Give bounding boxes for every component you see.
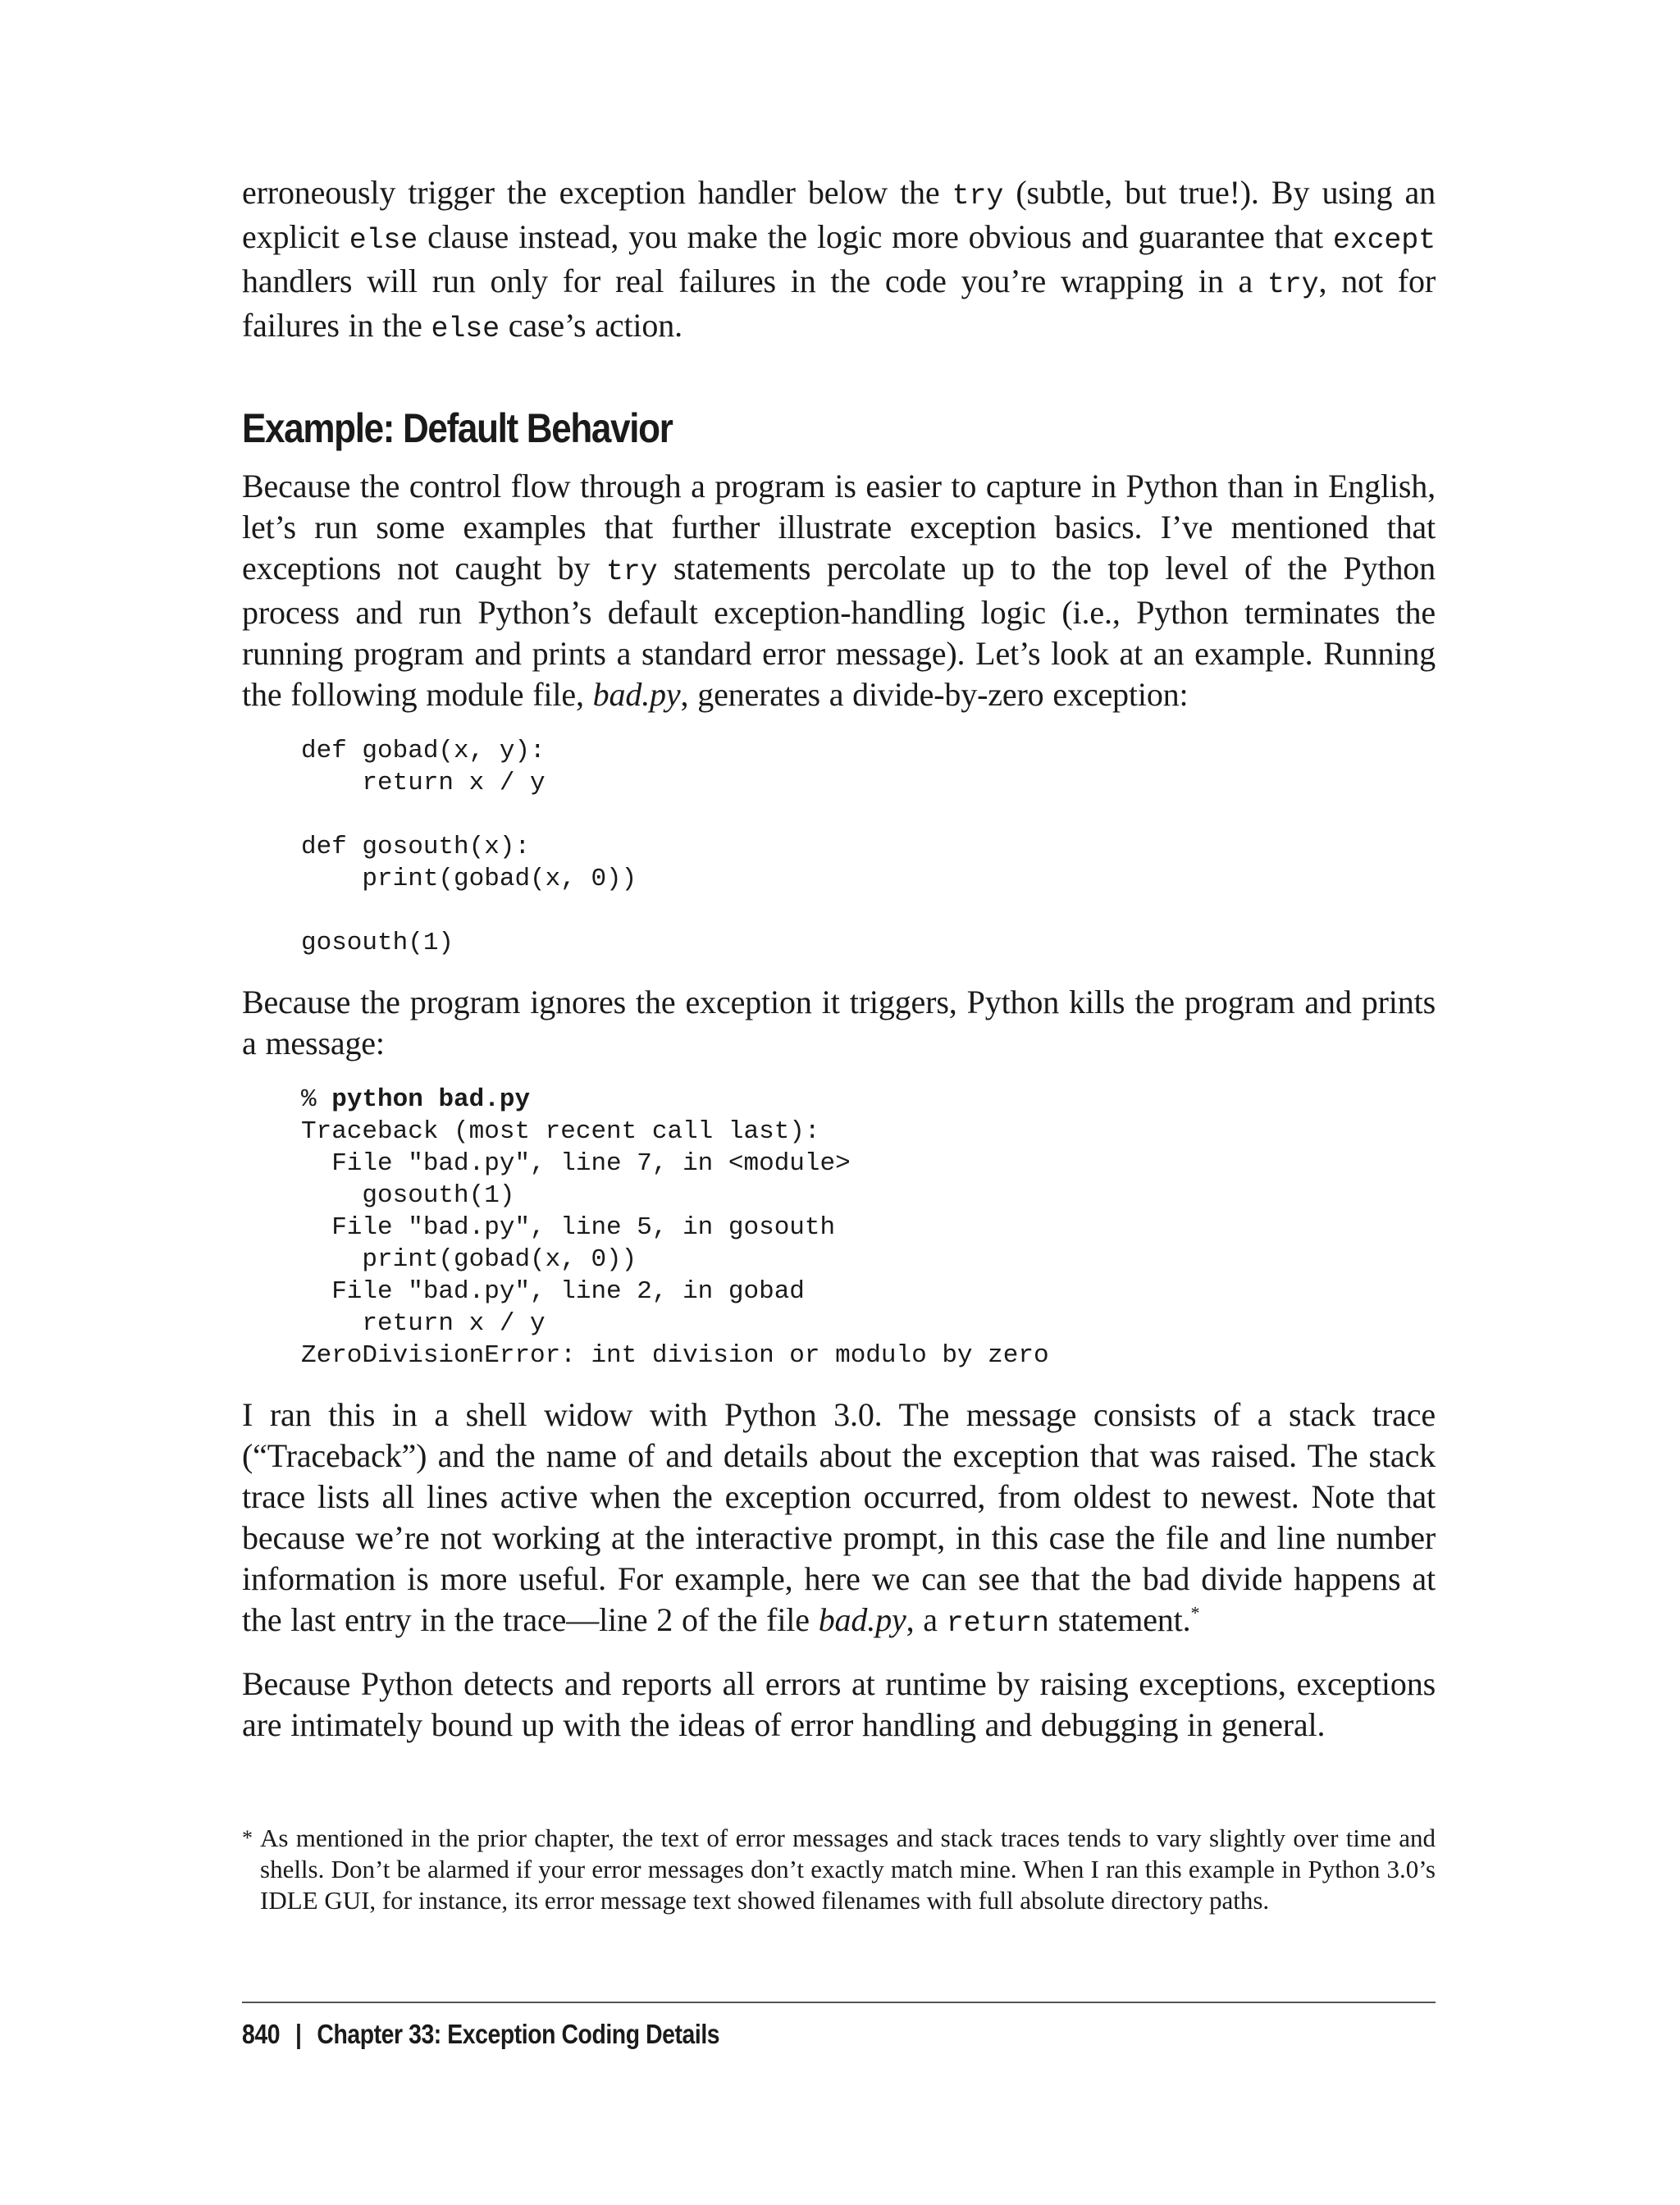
code-line: return x / y xyxy=(301,1309,546,1338)
text-run: Because the control flow through a program is easier to capture in Python than in English, let’s run some examples that further illustrate exception basics. I’ve mentioned that exceptions not caught by xyxy=(242,468,1436,587)
footnote-mark: * xyxy=(242,1826,253,1850)
text-run: , a xyxy=(906,1601,947,1638)
text-run: , not for failures in the xyxy=(242,262,1436,344)
code-line: return x / y xyxy=(301,769,546,797)
paragraph-shell xyxy=(242,1395,1436,1644)
footer-divider xyxy=(242,2002,1436,2003)
code-line-command xyxy=(301,1084,1436,1116)
text-run: statements percolate up to the top level of the Python process and run Python’s default exception-handling logic (i.e., Python terminates the running program and prints a standard error message). Let’s look at an example. Running the following module file, xyxy=(242,550,1436,713)
text-run: statement. xyxy=(1048,1601,1191,1638)
code-line: File "bad.py", line 2, in gobad xyxy=(301,1277,805,1306)
code-line: def gosouth(x): xyxy=(301,833,531,861)
code-line xyxy=(301,895,1436,927)
paragraph-control-flow xyxy=(242,466,1436,715)
text-run: case’s action. xyxy=(499,307,682,344)
code-line: File "bad.py", line 7, in <module> xyxy=(301,1149,851,1178)
shell-command: python bad.py xyxy=(331,1085,531,1114)
code-line: gosouth(1) xyxy=(301,929,454,957)
text-run: (subtle, but true!). By using an explicit xyxy=(242,174,1436,255)
chapter-title: Chapter 33: Exception Coding Details xyxy=(317,2019,720,2049)
inline-code: try xyxy=(1267,268,1319,301)
page-number: 840 xyxy=(242,2019,281,2049)
code-line: ZeroDivisionError: int division or modulo by zero xyxy=(301,1341,1049,1370)
footer-separator: | xyxy=(294,2019,302,2049)
code-line xyxy=(301,799,1436,831)
filename-emphasis: bad.py xyxy=(818,1601,906,1638)
inline-code: return xyxy=(946,1607,1049,1640)
code-line: Traceback (most recent call last): xyxy=(301,1117,820,1146)
code-line: gosouth(1) xyxy=(301,1181,515,1210)
code-block-traceback xyxy=(301,1084,1436,1372)
code-line: def gobad(x, y): xyxy=(301,737,546,765)
text-run: handlers will run only for real failures in the code you’re wrapping in a xyxy=(242,262,1267,299)
paragraph-runtime: Because Python detects and reports all errors at runtime by raising exceptions, exceptions are intimately bound up with the ideas of error handling and debugging in general. xyxy=(242,1665,1436,1743)
inline-code: try xyxy=(952,180,1004,212)
text-run: , generates a divide-by-zero exception: xyxy=(680,676,1189,713)
footnote xyxy=(242,1823,1436,1916)
page-footer xyxy=(242,2018,1268,2051)
section-heading: Example: Default Behavior xyxy=(242,405,673,451)
footnote-text: As mentioned in the prior chapter, the text of error messages and stack traces tends to vary slightly over time and shells. Don’t be alarmed if your error messages don’t exactly match mine. When I ran this example in Python 3.0’s IDLE GUI, for instance, its error message text showed filenames with full absolute directory paths. xyxy=(260,1824,1436,1915)
page-body xyxy=(242,172,1436,1765)
inline-code: else xyxy=(431,313,500,345)
text-run: I ran this in a shell widow with Python 3.0. The message consists of a stack trace (“Traceback”) and the name of and details about the exception that was raised. The stack trace lists all lines active when the exception occurred, from oldest to newest. Note that because we’re not working at the interactive prompt, in this case the file and line number information is more useful. For example, here we can see that the bad divide happens at the last entry in the trace—line 2 of the file xyxy=(242,1396,1436,1638)
shell-prompt: % xyxy=(301,1085,332,1114)
paragraph-intro xyxy=(242,172,1436,349)
code-line: print(gobad(x, 0)) xyxy=(301,865,637,893)
text-run: erroneously trigger the exception handler below the xyxy=(242,174,952,211)
text-run: clause instead, you make the logic more obvious and guarantee that xyxy=(418,218,1333,255)
inline-code: try xyxy=(605,555,658,588)
code-block-module xyxy=(301,735,1436,959)
paragraph-ignores: Because the program ignores the exception it triggers, Python kills the program and prints a message: xyxy=(242,984,1436,1061)
inline-code: else xyxy=(349,224,418,257)
code-line: File "bad.py", line 5, in gosouth xyxy=(301,1213,836,1242)
footnote-reference[interactable]: * xyxy=(1190,1602,1200,1623)
inline-code: except xyxy=(1332,224,1436,257)
filename-emphasis: bad.py xyxy=(592,676,681,713)
code-line: print(gobad(x, 0)) xyxy=(301,1245,637,1274)
